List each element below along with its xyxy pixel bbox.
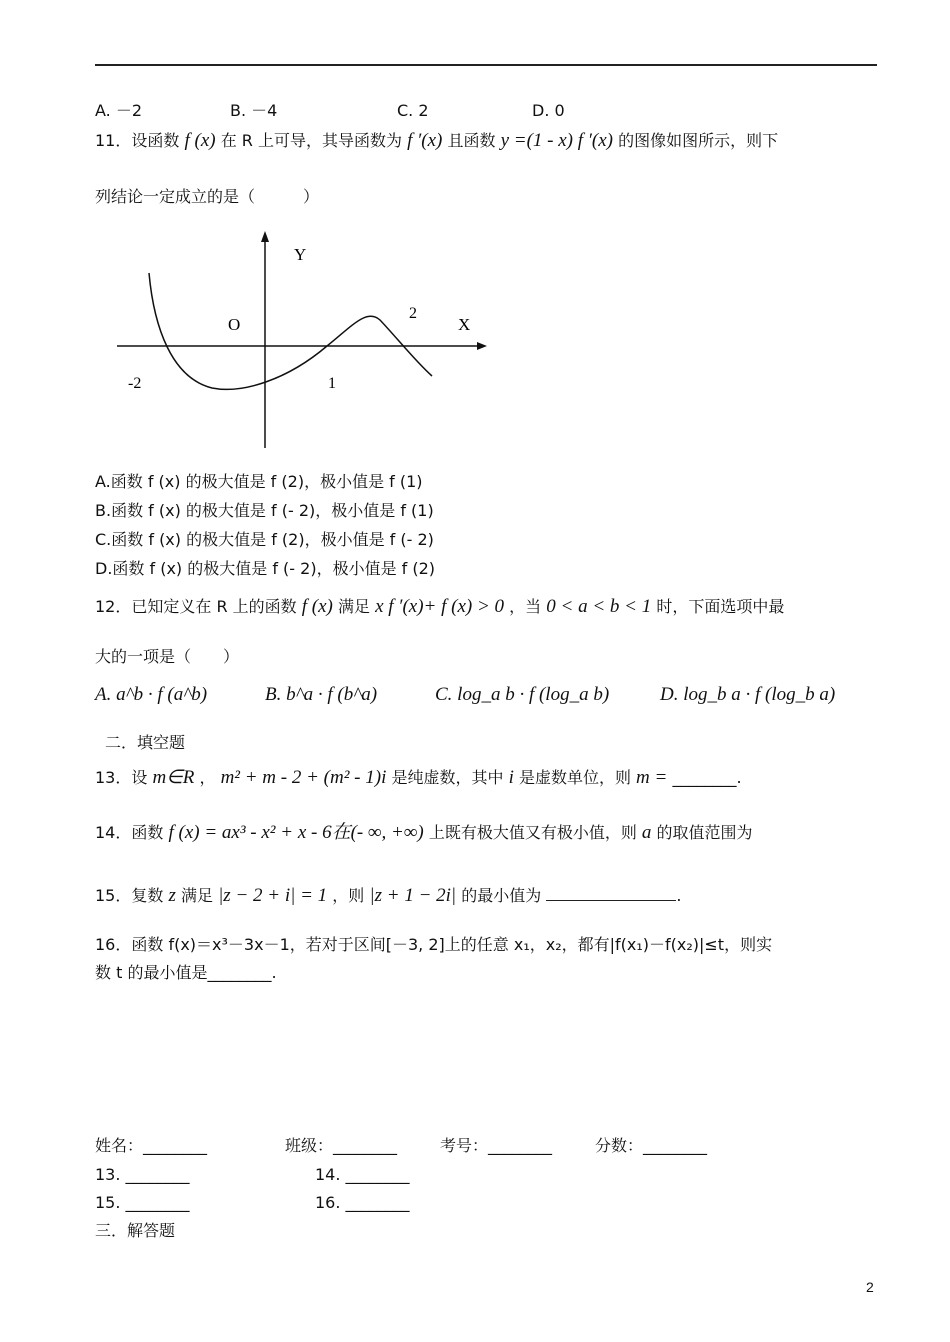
q11-stem <box>95 130 778 152</box>
q13-math-3: i <box>508 767 514 788</box>
q15-math-2: |z − 2 + i| = 1 <box>218 885 328 906</box>
q10-option-b: B. －4 <box>230 101 278 120</box>
q12-condition-2: 0 < a < b < 1 <box>546 596 652 617</box>
q11-text-2: 在 R 上可导，其导函数为 <box>220 131 402 150</box>
q14-text-1: 14．函数 <box>95 823 164 842</box>
origin-label: O <box>228 315 241 334</box>
y-label: Y <box>294 245 307 264</box>
q13-text-2: ， <box>199 768 216 787</box>
q10-options <box>95 100 565 122</box>
class-field: 班级：________ <box>285 1136 398 1155</box>
q15-text-1: 15．复数 <box>95 886 164 905</box>
answer-row-2 <box>95 1192 410 1214</box>
q12-option-d: D. log_b a · f (log_b a) <box>660 684 836 705</box>
q16-line2: 数 t 的最小值是________. <box>95 963 277 982</box>
q10-option-d: D. 0 <box>532 101 565 120</box>
q11-func-y: y =(1 - x) f ′(x) <box>500 130 614 151</box>
q12-condition: x f ′(x)+ f (x) > 0 <box>375 596 505 617</box>
q11-text-4: 的图像如图所示，则下 <box>618 131 779 150</box>
x-label: X <box>458 315 471 334</box>
q14-text-3: 的取值范围为 <box>656 823 753 842</box>
tick-label-1: 1 <box>328 375 336 392</box>
q11-stem-line2: 列结论一定成立的是（ ） <box>95 187 320 206</box>
q11-text-3: 且函数 <box>447 131 496 150</box>
q10-option-c: C. 2 <box>397 101 429 120</box>
q13-math-1: m∈R <box>152 767 195 788</box>
q15-text-2: 满足 <box>180 886 213 905</box>
answer-13: 13. ________ <box>95 1165 190 1184</box>
answer-15: 15. ________ <box>95 1193 190 1212</box>
q11-option-d: D.函数 f (x) 的极大值是 f (- 2)，极小值是 f (2) <box>95 559 436 578</box>
q13-math-4: m = <box>636 767 668 788</box>
q13-answer-blank: ________. <box>672 768 742 787</box>
q14 <box>95 822 753 844</box>
q11-func-f: f (x) <box>184 130 216 151</box>
score-field: 分数：________ <box>595 1136 708 1155</box>
q12-stem <box>95 596 784 618</box>
tick-label-neg2: -2 <box>128 375 142 392</box>
q11-option-b: B.函数 f (x) 的极大值是 f (- 2)，极小值是 f (1) <box>95 501 434 520</box>
q11-text-1: 11．设函数 <box>95 131 180 150</box>
q13-text-3: 是纯虚数，其中 <box>391 768 504 787</box>
q12-option-a: A. a^b · f (a^b) <box>95 684 208 705</box>
q12-func-f: f (x) <box>301 596 333 617</box>
q13-math-2: m² + m - 2 + (m² - 1)i <box>220 767 387 788</box>
q11-option-c: C.函数 f (x) 的极大值是 f (2)，极小值是 f (- 2) <box>95 530 434 549</box>
q11-option-a: A.函数 f (x) 的极大值是 f (2)，极小值是 f (1) <box>95 472 423 491</box>
section-solutions: 三．解答题 <box>95 1221 176 1240</box>
q15-math-1: z <box>168 885 176 906</box>
q13-text-4: 是虚数单位，则 <box>518 768 631 787</box>
q15-period: . <box>676 886 682 905</box>
y-axis-arrow <box>261 231 269 242</box>
q15-text-4: 的最小值为 <box>461 886 542 905</box>
answer-16: 16. ________ <box>315 1193 410 1212</box>
answer-sheet-header <box>95 1135 707 1157</box>
q15-text-3: ，则 <box>332 886 365 905</box>
tick-label-2: 2 <box>409 305 417 322</box>
q16-line1: 16．函数 f(x)＝x³－3x－1，若对于区间[－3, 2]上的任意 x₁，x₂，都有|f(x₁)－f(x₂)|≤t，则实 <box>95 935 773 954</box>
q12-option-c: C. log_a b · f (log_a b) <box>435 684 610 705</box>
q14-math-2: a <box>641 822 652 843</box>
q12-text-3: ，当 <box>509 597 542 616</box>
exam-number-field: 考号：________ <box>440 1136 553 1155</box>
q12-text-1: 12．已知定义在 R 上的函数 <box>95 597 297 616</box>
q15-answer-blank <box>546 884 676 901</box>
answer-row-1 <box>95 1164 410 1186</box>
q13 <box>95 767 742 789</box>
q12-stem-line2: 大的一项是（ ） <box>95 647 240 666</box>
curve <box>149 273 432 389</box>
q14-math-1: f (x) = ax³ - x² + x - 6在(- ∞, +∞) <box>168 822 424 843</box>
x-axis-arrow <box>477 342 487 350</box>
name-field: 姓名：________ <box>95 1136 208 1155</box>
q12-text-2: 满足 <box>337 597 370 616</box>
q15 <box>95 884 681 907</box>
q13-text-1: 13．设 <box>95 768 148 787</box>
header-rule <box>95 64 877 66</box>
page-number: 2 <box>866 1279 874 1295</box>
q14-text-2: 上既有极大值又有极小值，则 <box>428 823 637 842</box>
function-graph <box>112 228 532 463</box>
q10-option-a: A. －2 <box>95 101 143 120</box>
answer-14: 14. ________ <box>315 1165 410 1184</box>
q12-options <box>95 684 835 706</box>
q11-func-fprime: f ′(x) <box>407 130 443 151</box>
q12-option-b: B. b^a · f (b^a) <box>265 684 378 705</box>
q12-text-4: 时，下面选项中最 <box>656 597 785 616</box>
section-fill-in: 二．填空题 <box>105 733 186 752</box>
q15-math-3: |z + 1 − 2i| <box>369 885 457 906</box>
